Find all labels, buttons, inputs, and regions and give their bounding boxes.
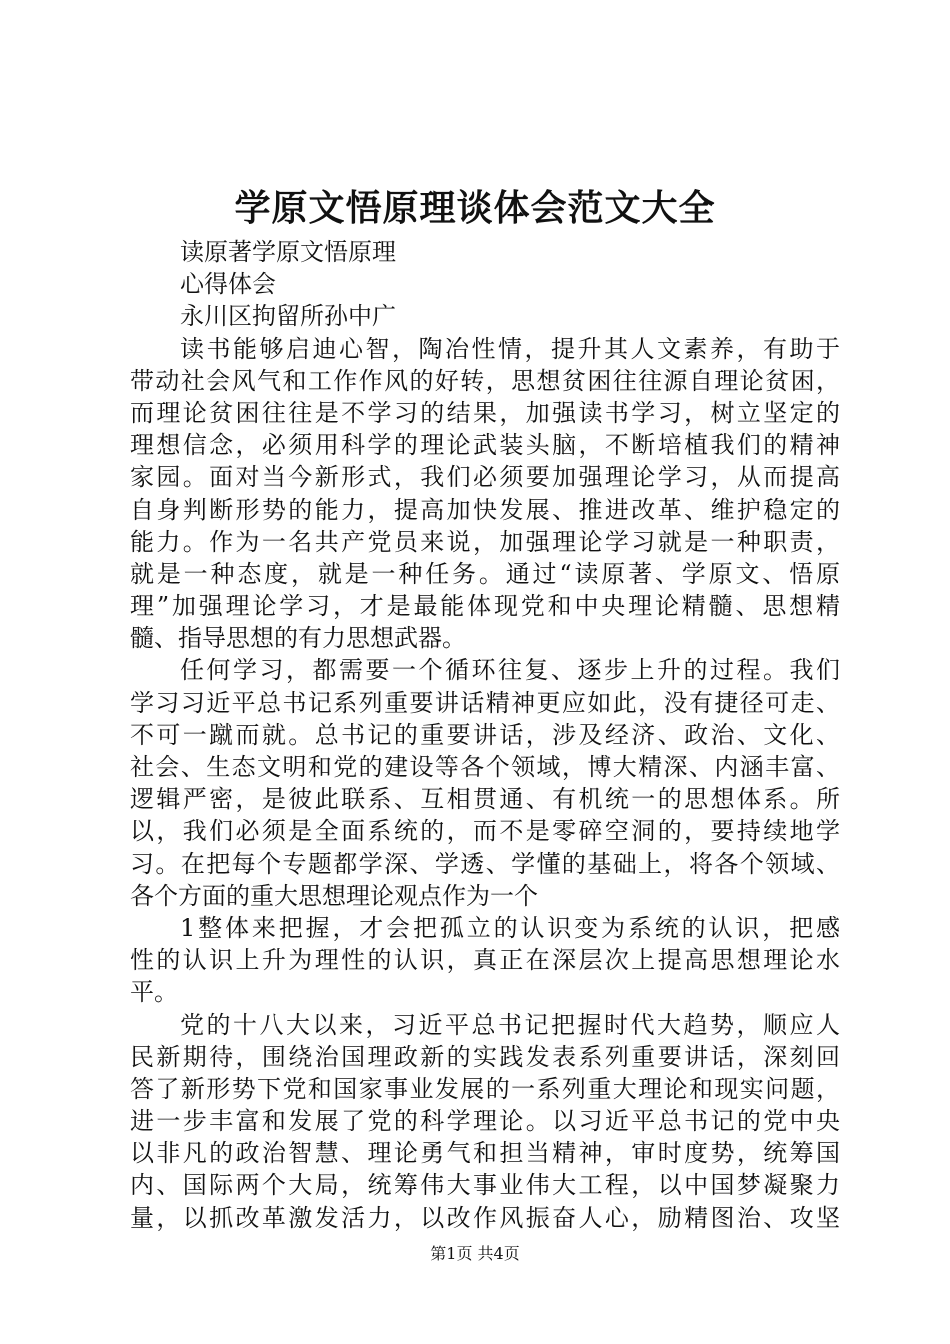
text-line: 答了新形势下党和国家事业发展的一系列重大理论和现实问题，	[130, 1074, 840, 1103]
text-line: 学习习近平总书记系列重要讲话精神更应如此，没有捷径可走、	[130, 688, 840, 717]
text-line: 永川区拘留所孙中广	[180, 302, 396, 331]
text-line: 而理论贫困往往是不学习的结果，加强读书学习，树立坚定的	[130, 398, 840, 427]
text-line: 习。在把每个专题都学深、学透、学懂的基础上，将各个领域、	[130, 849, 840, 878]
text-line: 量，以抓改革激发活力，以改作风振奋人心，励精图治、攻坚	[130, 1203, 840, 1232]
text-line: 就是一种态度，就是一种任务。通过“读原著、学原文、悟原	[130, 559, 840, 588]
text-line: 以非凡的政治智慧、理论勇气和担当精神，审时度势，统筹国	[130, 1139, 840, 1168]
text-line: 能力。作为一名共产党员来说，加强理论学习就是一种职责，	[130, 527, 840, 556]
text-line: 平。	[130, 978, 178, 1007]
text-line: 自身判断形势的能力，提高加快发展、推进改革、维护稳定的	[130, 495, 840, 524]
text-line: 以，我们必须是全面系统的，而不是零碎空洞的，要持续地学	[130, 817, 840, 846]
text-line: 读原著学原文悟原理	[180, 238, 396, 266]
text-line: 内、国际两个大局，统筹伟大事业伟大工程，以中国梦凝聚力	[130, 1171, 840, 1200]
text-line: 读书能够启迪心智，陶冶性情，提升其人文素养，有助于	[180, 334, 840, 363]
text-line: 进一步丰富和发展了党的科学理论。以习近平总书记的党中央	[130, 1107, 840, 1136]
document-title: 学原文悟原理谈体会范文大全	[234, 187, 716, 229]
text-line: 带动社会风气和工作作风的好转，思想贫困往往源自理论贫困，	[130, 366, 840, 395]
document-body	[130, 236, 840, 1234]
text-line: 任何学习，都需要一个循环往复、逐步上升的过程。我们	[180, 656, 840, 685]
text-line: 各个方面的重大思想理论观点作为一个	[130, 881, 538, 910]
text-line: 不可一蹴而就。总书记的重要讲话，涉及经济、政治、文化、	[130, 720, 840, 749]
text-line: 心得体会	[180, 270, 276, 299]
text-line: 理想信念，必须用科学的理论武装头脑，不断培植我们的精神	[130, 431, 840, 460]
text-line: 民新期待，围绕治国理政新的实践发表系列重要讲话，深刻回	[130, 1042, 840, 1071]
page-footer: 第1页 共4页	[430, 1244, 520, 1263]
text-line: 髓、指导思想的有力思想武器。	[130, 624, 466, 653]
text-line: 家园。面对当今新形式，我们必须要加强理论学习，从而提高	[130, 463, 840, 492]
text-line: 社会、生态文明和党的建设等各个领域，博大精深、内涵丰富、	[130, 753, 840, 781]
text-line: 逻辑严密，是彼此联系、互相贯通、有机统一的思想体系。所	[130, 785, 840, 814]
text-line: 理”加强理论学习，才是最能体现党和中央理论精髓、思想精	[130, 592, 840, 621]
text-line: 1整体来把握，才会把孤立的认识变为系统的认识，把感	[180, 913, 840, 942]
text-line: 性的认识上升为理性的认识，真正在深层次上提高思想理论水	[130, 946, 840, 975]
text-line: 党的十八大以来，习近平总书记把握时代大趋势，顺应人	[180, 1010, 840, 1039]
